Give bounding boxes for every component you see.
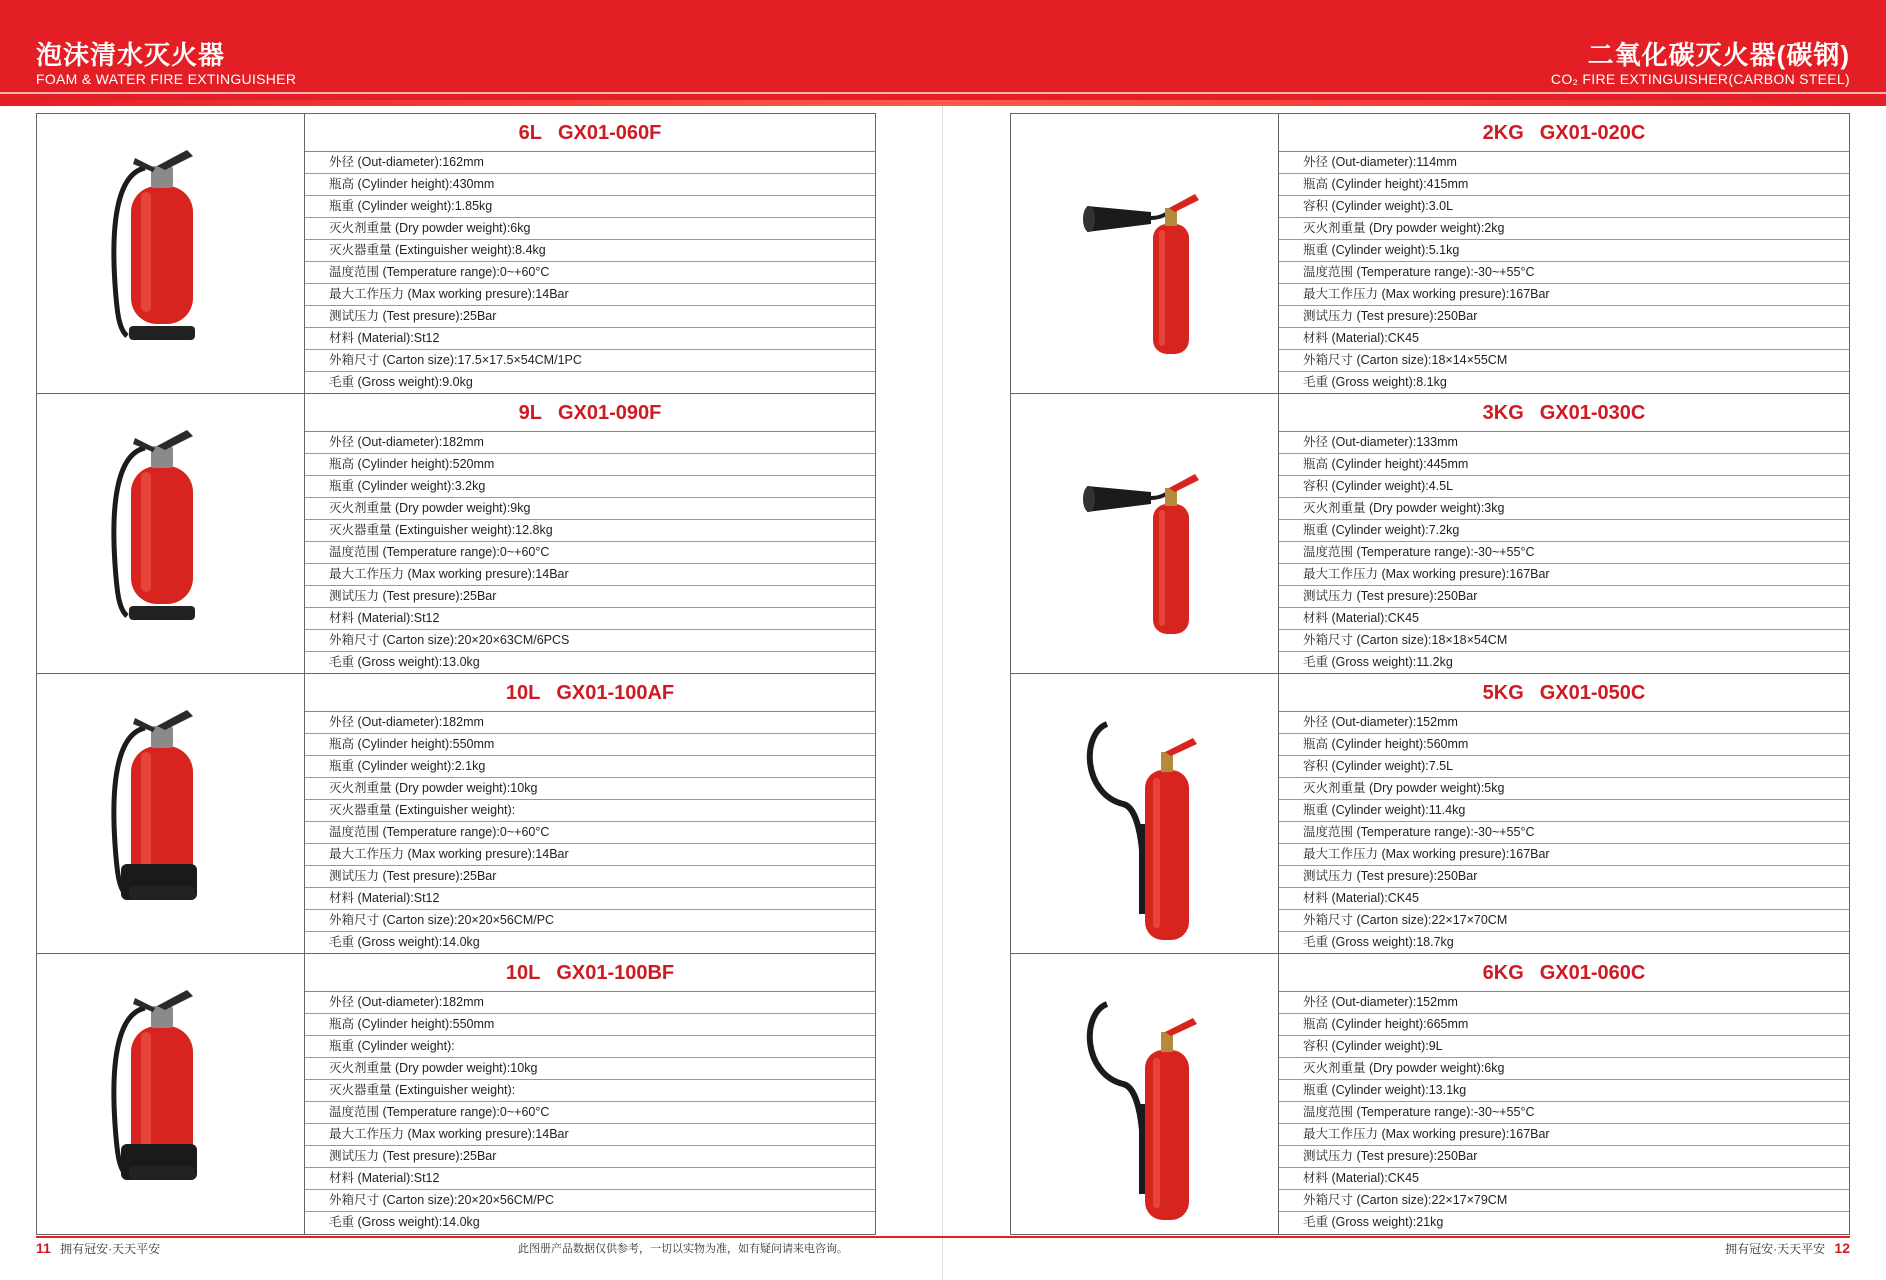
- spec-row: 瓶重 (Cylinder weight):2.1kg: [305, 756, 875, 778]
- product-model: GX01-100BF: [556, 962, 675, 984]
- spec-row: 瓶高 (Cylinder height):560mm: [1279, 734, 1849, 756]
- product-image-cell: [1011, 394, 1279, 673]
- spec-row: 材料 (Material):CK45: [1279, 608, 1849, 630]
- spec-row: 外箱尺寸 (Carton size):20×20×56CM/PC: [305, 910, 875, 932]
- header-right: [1551, 40, 1850, 88]
- spec-table: [305, 394, 875, 673]
- spec-row: 容积 (Cylinder weight):9L: [1279, 1036, 1849, 1058]
- spec-row: 瓶高 (Cylinder height):665mm: [1279, 1014, 1849, 1036]
- product-block: [1011, 954, 1849, 1234]
- spec-row: 材料 (Material):St12: [305, 1168, 875, 1190]
- product-title: [305, 954, 875, 992]
- spec-table: [1279, 394, 1849, 673]
- spec-table: [1279, 674, 1849, 953]
- spec-row: 温度范围 (Temperature range):0~+60°C: [305, 262, 875, 284]
- spec-row: 瓶重 (Cylinder weight):7.2kg: [1279, 520, 1849, 542]
- spec-row: 灭火剂重量 (Dry powder weight):10kg: [305, 778, 875, 800]
- spec-row: 灭火剂重量 (Dry powder weight):6kg: [1279, 1058, 1849, 1080]
- spec-row: 灭火器重量 (Extinguisher weight):: [305, 1080, 875, 1102]
- co2-extinguisher-image: [1011, 674, 1279, 954]
- right-section-title: 二氧化碳灭火器(碳钢): [1587, 40, 1850, 70]
- spec-row: 灭火器重量 (Extinguisher weight):12.8kg: [305, 520, 875, 542]
- spec-row: 毛重 (Gross weight):11.2kg: [1303, 655, 1453, 669]
- product-block: [37, 954, 875, 1234]
- spec-row: 测试压力 (Test presure):25Bar: [305, 1146, 875, 1168]
- product-block: [1011, 114, 1849, 394]
- spec-row: 灭火器重量 (Extinguisher weight):: [305, 800, 875, 822]
- product-block: [1011, 394, 1849, 674]
- spec-row: 材料 (Material):CK45: [1279, 888, 1849, 910]
- spec-row: 容积 (Cylinder weight):7.5L: [1279, 756, 1849, 778]
- left-section-title: 泡沫清水灭火器: [36, 40, 226, 70]
- product-model: GX01-090F: [557, 402, 662, 424]
- product-title: [1279, 674, 1849, 712]
- spec-row: 温度范围 (Temperature range):0~+60°C: [305, 1102, 875, 1124]
- page-divider: [942, 106, 943, 1280]
- spec-row: 瓶重 (Cylinder weight):13.1kg: [1279, 1080, 1849, 1102]
- footer-left: [30, 1240, 160, 1257]
- spec-row: 灭火剂重量 (Dry powder weight):6kg: [305, 218, 875, 240]
- foam-extinguisher-image: [37, 114, 305, 394]
- spec-row: 外箱尺寸 (Carton size):22×17×70CM: [1279, 910, 1849, 932]
- spec-row: 毛重 (Gross weight):9.0kg: [329, 375, 473, 389]
- spec-row: 瓶高 (Cylinder height):415mm: [1279, 174, 1849, 196]
- product-capacity: 3KG: [1482, 402, 1524, 424]
- spec-table: [1279, 954, 1849, 1234]
- spec-row: 最大工作压力 (Max working presure):14Bar: [305, 844, 875, 866]
- spec-row: 瓶高 (Cylinder height):445mm: [1279, 454, 1849, 476]
- right-section-subtitle: CO₂ FIRE EXTINGUISHER(CARBON STEEL): [1550, 71, 1850, 87]
- product-capacity: 9L: [518, 402, 542, 424]
- spec-row: 容积 (Cylinder weight):4.5L: [1279, 476, 1849, 498]
- spec-row: 最大工作压力 (Max working presure):167Bar: [1279, 284, 1849, 306]
- product-model: GX01-050C: [1539, 682, 1646, 704]
- product-block: [37, 114, 875, 394]
- product-capacity: 6KG: [1482, 962, 1524, 984]
- spec-row: 瓶重 (Cylinder weight):3.2kg: [305, 476, 875, 498]
- spec-row: 测试压力 (Test presure):25Bar: [305, 586, 875, 608]
- spec-row: 瓶重 (Cylinder weight):5.1kg: [1279, 240, 1849, 262]
- spec-row: 温度范围 (Temperature range):-30~+55°C: [1279, 822, 1849, 844]
- spec-row: 温度范围 (Temperature range):0~+60°C: [305, 822, 875, 844]
- spec-row: 瓶重 (Cylinder weight):1.85kg: [305, 196, 875, 218]
- product-block: [1011, 674, 1849, 954]
- spec-row: 毛重 (Gross weight):8.1kg: [1303, 375, 1447, 389]
- spec-row: 外径 (Out-diameter):133mm: [1279, 432, 1849, 454]
- product-capacity: 10L: [505, 682, 541, 704]
- spec-row: 测试压力 (Test presure):250Bar: [1279, 866, 1849, 888]
- spec-row: 瓶高 (Cylinder height):550mm: [305, 734, 875, 756]
- foam-extinguisher-image: [37, 394, 305, 674]
- spec-row: 灭火器重量 (Extinguisher weight):8.4kg: [305, 240, 875, 262]
- co2-extinguisher-image: [1011, 954, 1279, 1234]
- foam-extinguisher-image: [37, 954, 305, 1234]
- spec-row: 外径 (Out-diameter):182mm: [305, 992, 875, 1014]
- product-capacity: 5KG: [1482, 682, 1524, 704]
- footer-line-left: [36, 1236, 942, 1238]
- header-line: [0, 92, 1886, 94]
- spec-row: 瓶高 (Cylinder height):430mm: [305, 174, 875, 196]
- spec-row: 外箱尺寸 (Carton size):22×17×79CM: [1279, 1190, 1849, 1212]
- product-capacity: 10L: [505, 962, 541, 984]
- footer-disclaimer: 此图册产品数据仅供参考，一切以实物为准，如有疑问请来电咨询。: [518, 1243, 848, 1255]
- product-image-cell: [1011, 674, 1279, 953]
- product-model: GX01-060C: [1539, 962, 1646, 984]
- spec-row: 最大工作压力 (Max working presure):14Bar: [305, 284, 875, 306]
- product-image-cell: [1011, 954, 1279, 1234]
- foam-extinguisher-image: [37, 674, 305, 954]
- spec-row: 毛重 (Gross weight):18.7kg: [1303, 935, 1454, 949]
- header-left: [36, 40, 296, 88]
- spec-row: 材料 (Material):St12: [305, 608, 875, 630]
- spec-row: 最大工作压力 (Max working presure):14Bar: [305, 1124, 875, 1146]
- product-image-cell: [37, 394, 305, 673]
- spec-row: 瓶重 (Cylinder weight):: [305, 1036, 875, 1058]
- left-page-table: [36, 113, 876, 1235]
- spec-row: 材料 (Material):CK45: [1279, 328, 1849, 350]
- spec-row: 毛重 (Gross weight):13.0kg: [329, 655, 480, 669]
- spec-row: 外径 (Out-diameter):152mm: [1279, 992, 1849, 1014]
- spec-row: 外箱尺寸 (Carton size):18×18×54CM: [1279, 630, 1849, 652]
- footer-slogan-left: 拥有冠安·天天平安: [60, 1242, 161, 1256]
- spec-row: 温度范围 (Temperature range):-30~+55°C: [1279, 1102, 1849, 1124]
- spec-row: 毛重 (Gross weight):21kg: [1303, 1215, 1444, 1229]
- spec-row: 测试压力 (Test presure):250Bar: [1279, 586, 1849, 608]
- spec-row: 测试压力 (Test presure):250Bar: [1279, 1146, 1849, 1168]
- product-capacity: 2KG: [1482, 122, 1524, 144]
- spec-table: [305, 674, 875, 953]
- spec-row: 毛重 (Gross weight):14.0kg: [329, 1215, 480, 1229]
- product-image-cell: [37, 674, 305, 953]
- footer-right: [1725, 1240, 1856, 1257]
- spec-row: 瓶高 (Cylinder height):550mm: [305, 1014, 875, 1036]
- product-image-cell: [37, 954, 305, 1234]
- product-title: [305, 394, 875, 432]
- spec-row: 外箱尺寸 (Carton size):18×14×55CM: [1279, 350, 1849, 372]
- spec-row: 最大工作压力 (Max working presure):167Bar: [1279, 844, 1849, 866]
- spec-row: 灭火剂重量 (Dry powder weight):5kg: [1279, 778, 1849, 800]
- spec-row: 外箱尺寸 (Carton size):17.5×17.5×54CM/1PC: [305, 350, 875, 372]
- product-image-cell: [1011, 114, 1279, 393]
- spec-row: 灭火剂重量 (Dry powder weight):9kg: [305, 498, 875, 520]
- spec-row: 瓶高 (Cylinder height):520mm: [305, 454, 875, 476]
- co2-extinguisher-image: [1011, 394, 1279, 674]
- spec-table: [305, 954, 875, 1234]
- spec-row: 外径 (Out-diameter):182mm: [305, 432, 875, 454]
- product-model: GX01-100AF: [556, 682, 675, 704]
- spec-row: 测试压力 (Test presure):25Bar: [305, 306, 875, 328]
- spec-row: 最大工作压力 (Max working presure):167Bar: [1279, 564, 1849, 586]
- product-title: [305, 674, 875, 712]
- product-title: [1279, 114, 1849, 152]
- spec-table: [1279, 114, 1849, 393]
- spec-row: 温度范围 (Temperature range):-30~+55°C: [1279, 262, 1849, 284]
- spec-row: 温度范围 (Temperature range):-30~+55°C: [1279, 542, 1849, 564]
- spec-row: 容积 (Cylinder weight):3.0L: [1279, 196, 1849, 218]
- spec-row: 瓶重 (Cylinder weight):11.4kg: [1279, 800, 1849, 822]
- product-title: [1279, 954, 1849, 992]
- spec-row: 外径 (Out-diameter):182mm: [305, 712, 875, 734]
- spec-row: 材料 (Material):St12: [305, 328, 875, 350]
- spec-row: 外箱尺寸 (Carton size):20×20×63CM/6PCS: [305, 630, 875, 652]
- spec-row: 外径 (Out-diameter):114mm: [1279, 152, 1849, 174]
- spec-table: [305, 114, 875, 393]
- product-image-cell: [37, 114, 305, 393]
- footer-slogan-right: 拥有冠安·天天平安: [1725, 1242, 1826, 1256]
- spec-row: 外箱尺寸 (Carton size):20×20×56CM/PC: [305, 1190, 875, 1212]
- spec-row: 灭火剂重量 (Dry powder weight):3kg: [1279, 498, 1849, 520]
- header-banner: [0, 0, 1886, 100]
- product-model: GX01-060F: [557, 122, 662, 144]
- co2-extinguisher-image: [1011, 114, 1279, 394]
- spec-row: 温度范围 (Temperature range):0~+60°C: [305, 542, 875, 564]
- product-title: [305, 114, 875, 152]
- spec-row: 最大工作压力 (Max working presure):167Bar: [1279, 1124, 1849, 1146]
- product-title: [1279, 394, 1849, 432]
- spec-row: 测试压力 (Test presure):25Bar: [305, 866, 875, 888]
- product-capacity: 6L: [518, 122, 542, 144]
- page-number-right: 12: [1834, 1240, 1850, 1256]
- product-block: [37, 674, 875, 954]
- spec-row: 外径 (Out-diameter):162mm: [305, 152, 875, 174]
- spec-row: 毛重 (Gross weight):14.0kg: [329, 935, 480, 949]
- product-block: [37, 394, 875, 674]
- spec-row: 最大工作压力 (Max working presure):14Bar: [305, 564, 875, 586]
- spec-row: 灭火剂重量 (Dry powder weight):2kg: [1279, 218, 1849, 240]
- spec-row: 测试压力 (Test presure):250Bar: [1279, 306, 1849, 328]
- product-model: GX01-020C: [1539, 122, 1646, 144]
- footer-line-right: [942, 1236, 1850, 1238]
- page-number-left: 11: [36, 1240, 51, 1256]
- right-page-table: [1010, 113, 1850, 1235]
- spec-row: 灭火剂重量 (Dry powder weight):10kg: [305, 1058, 875, 1080]
- spec-row: 材料 (Material):St12: [305, 888, 875, 910]
- header-stripe: [0, 100, 1886, 106]
- spec-row: 材料 (Material):CK45: [1279, 1168, 1849, 1190]
- product-model: GX01-030C: [1539, 402, 1646, 424]
- spec-row: 外径 (Out-diameter):152mm: [1279, 712, 1849, 734]
- left-section-subtitle: FOAM & WATER FIRE EXTINGUISHER: [36, 71, 297, 87]
